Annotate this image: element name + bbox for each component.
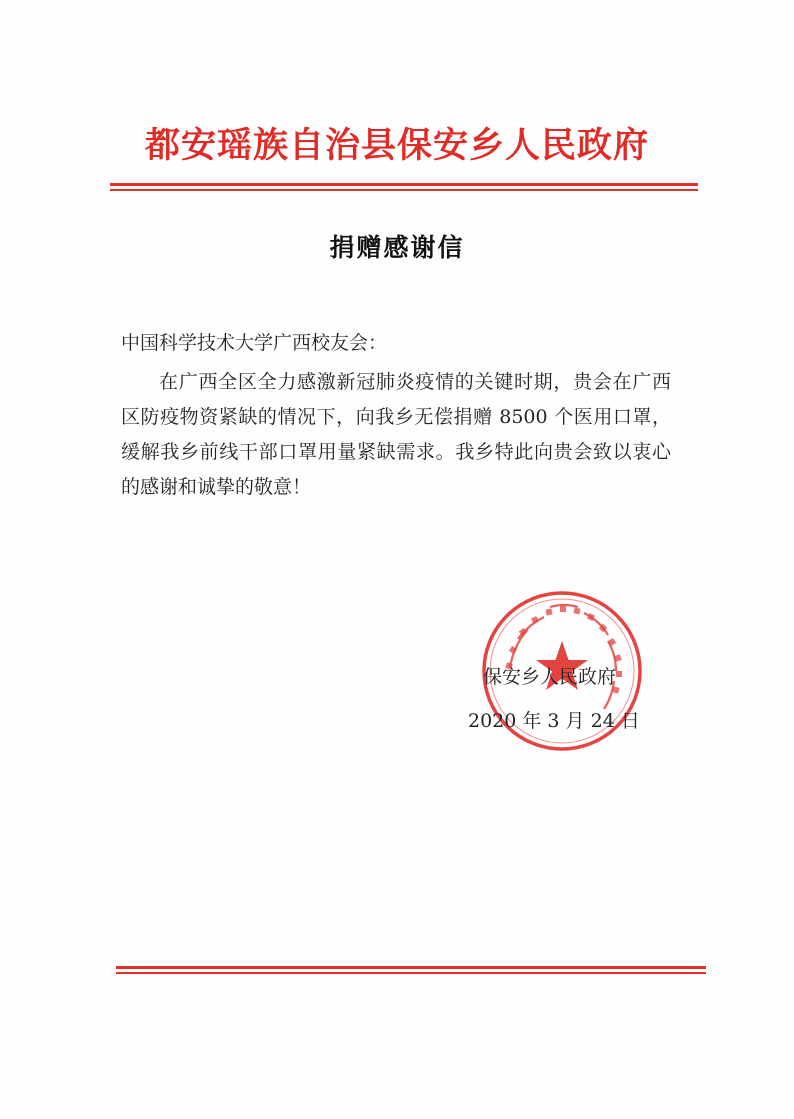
header-red-rule-thin — [110, 189, 698, 191]
issuing-organization-header: 都安瑶族自治县保安乡人民政府 — [144, 126, 649, 166]
footer-red-rule-thin — [116, 972, 706, 974]
letter-title: 捐赠感谢信 — [329, 233, 465, 262]
signature-date: 2020 年 3 月 24 日 — [468, 710, 640, 732]
letter-salutation: 中国科学技术大学广西校友会： — [121, 332, 388, 354]
footer-red-rule-thick — [116, 966, 706, 969]
letter-body: 在广西全区全力感激新冠肺炎疫情的关键时期，贵会在广西区防疫物资紧缺的情况下，向我乡无偿捐赠 8500 个医用口罩，缓解我乡前线干部口罩用量紧缺需求。我乡特此向贵会致以衷心的感谢和诚挚的敬意！ — [121, 371, 671, 498]
header-red-rule-thick — [110, 183, 698, 186]
signature-organization: 保安乡人民政府 — [483, 666, 617, 688]
